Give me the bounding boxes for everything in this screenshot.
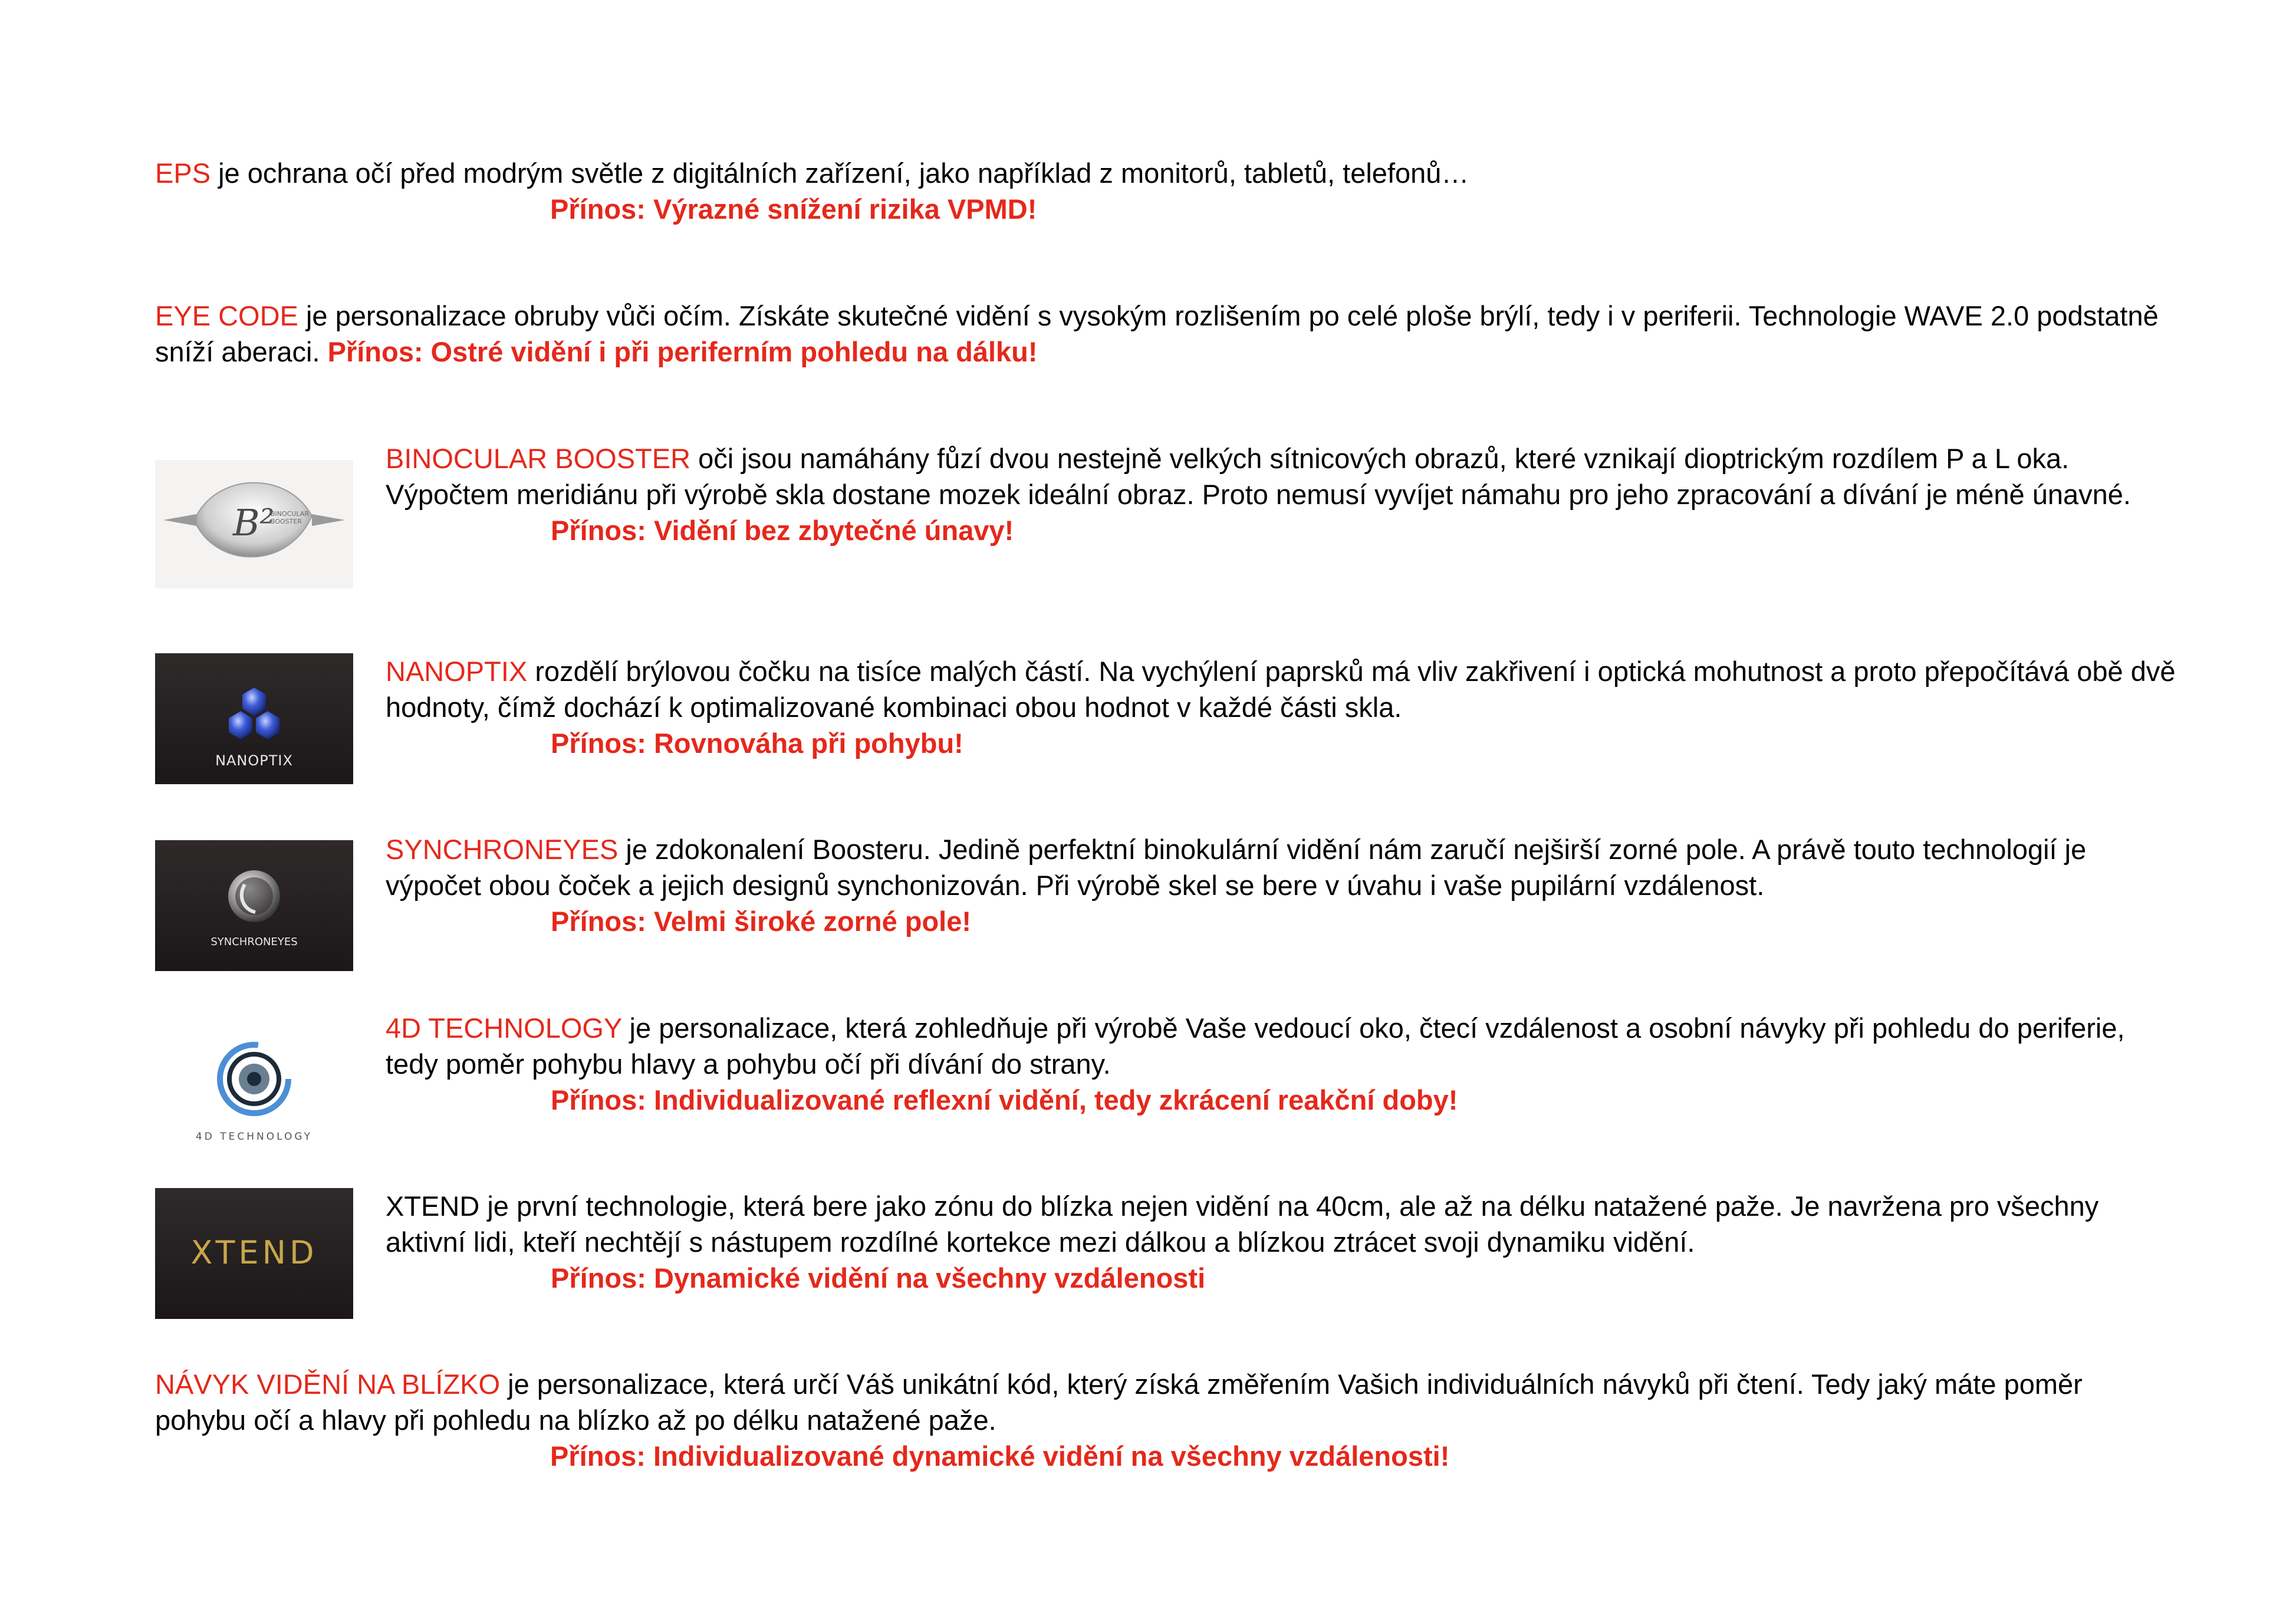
logo-caption: XTEND (190, 1234, 318, 1271)
svg-text:BOOSTER: BOOSTER (271, 518, 302, 525)
term-label: EYE CODE (155, 300, 298, 331)
synchroneyes-logo (155, 840, 353, 971)
logo-caption: SYNCHRONEYES (210, 936, 298, 948)
section-navyk-videni (155, 1366, 2172, 1474)
section-description: EPS je ochrana očí před modrým světle z digitálních zařízení, jako například z monitorů, tabletů, telefonů… (155, 157, 1469, 189)
section-description: SYNCHRONEYES je zdokonalení Boosteru. Jedině perfektní binokulární vidění nám zaručí nejširší zorné pole. A právě touto technologií je výpočet obou čoček a jejich designů synchonizován. Při výrobě skel se bere v úvahu i vaše pupilární vzdálenost. (386, 834, 2087, 901)
binocular-booster-logo (155, 460, 353, 588)
4d-technology-logo (155, 1020, 353, 1156)
section-description: EYE CODE je personalizace obruby vůči očím. Získáte skutečné vidění s vysokým rozlišením po celé ploše brýlí, tedy i v periferii. Technologie WAVE 2.0 podstatně sníží aberaci. Přínos: Ostré vidění i při periferním pohledu na dálku! (155, 300, 2159, 367)
section-description: NANOPTIX rozdělí brýlovou čočku na tisíce malých částí. Na vychýlení paprsků má vliv zakřivení i optická mohutnost a proto přepočítává obě dvě hodnoty, čímž dochází k optimalizované kombinaci obou hodnot v každé části skla. (386, 656, 2176, 723)
logo-mark: B² (233, 501, 275, 544)
term-label: EPS (155, 157, 211, 189)
benefit-line: Přínos: Rovnováha při pohybu! (551, 728, 963, 759)
section-nanoptix (386, 653, 2178, 761)
benefit-line: Přínos: Individualizované reflexní vidění, tedy zkrácení reakční doby! (551, 1084, 1458, 1116)
svg-text:BINOCULAR: BINOCULAR (271, 510, 309, 518)
section-eps (155, 155, 2172, 227)
term-label: 4D TECHNOLOGY (386, 1012, 622, 1044)
section-xtend (386, 1188, 2178, 1296)
section-description: XTEND je první technologie, která bere jako zónu do blízka nejen vidění na 40cm, ale až na délku natažené paže. Je navržena pro všechny aktivní lidi, kteří nechtějí s nástupem rozdílné kortekce mezi dálkou a blízkou ztrácet svoji dynamiku vidění. (386, 1190, 2099, 1258)
term-label: NANOPTIX (386, 656, 528, 687)
section-4d-technology (386, 1010, 2178, 1118)
logo-caption: NANOPTIX (215, 752, 293, 769)
synchroneyes-icon (155, 840, 353, 971)
section-description: NÁVYK VIDĚNÍ NA BLÍZKO je personalizace, která určí Váš unikátní kód, který získá změřením Vašich individuálních návyků při čtení. Tedy jaký máte poměr pohybu očí a hlavy při pohledu na blízko až po délku natažené paže. (155, 1368, 2083, 1436)
section-description: BINOCULAR BOOSTER oči jsou namáhány fůzí dvou nestejně velkých sítnicových obrazů, které vznikají dioptrickým rozdílem P a L oka. Výpočtem meridiánu při výrobě skla dostane mozek ideální obraz. Proto nemusí vyvíjet námahu pro jeho zpracování a dívání je méně únavné. (386, 443, 2131, 510)
term-label: NÁVYK VIDĚNÍ NA BLÍZKO (155, 1368, 501, 1400)
nanoptix-logo (155, 653, 353, 784)
xtend-logo (155, 1188, 353, 1319)
logo-caption: 4D TECHNOLOGY (195, 1131, 313, 1143)
section-binocular-booster (386, 440, 2178, 548)
section-eye-code (155, 298, 2172, 370)
section-synchroneyes (386, 831, 2178, 939)
binocular-booster-icon (155, 460, 353, 588)
benefit-line: Přínos: Ostré vidění i při periferním pohledu na dálku! (327, 336, 1038, 367)
section-description: 4D TECHNOLOGY je personalizace, která zohledňuje při výrobě Vaše vedoucí oko, čtecí vzdálenost a osobní návyky při pohledu do periferie, tedy poměr pohybu hlavy a pohybu očí při dívání do strany. (386, 1012, 2125, 1080)
benefit-line: Přínos: Individualizované dynamické vidění na všechny vzdálenosti! (550, 1440, 1450, 1472)
term-label: BINOCULAR BOOSTER (386, 443, 691, 474)
benefit-line: Přínos: Dynamické vidění na všechny vzdálenosti (551, 1262, 1206, 1294)
benefit-line: Přínos: Výrazné snížení rizika VPMD! (550, 193, 1037, 225)
benefit-line: Přínos: Velmi široké zorné pole! (551, 906, 972, 937)
benefit-line: Přínos: Vidění bez zbytečné únavy! (551, 515, 1014, 546)
term-label: SYNCHRONEYES (386, 834, 619, 865)
